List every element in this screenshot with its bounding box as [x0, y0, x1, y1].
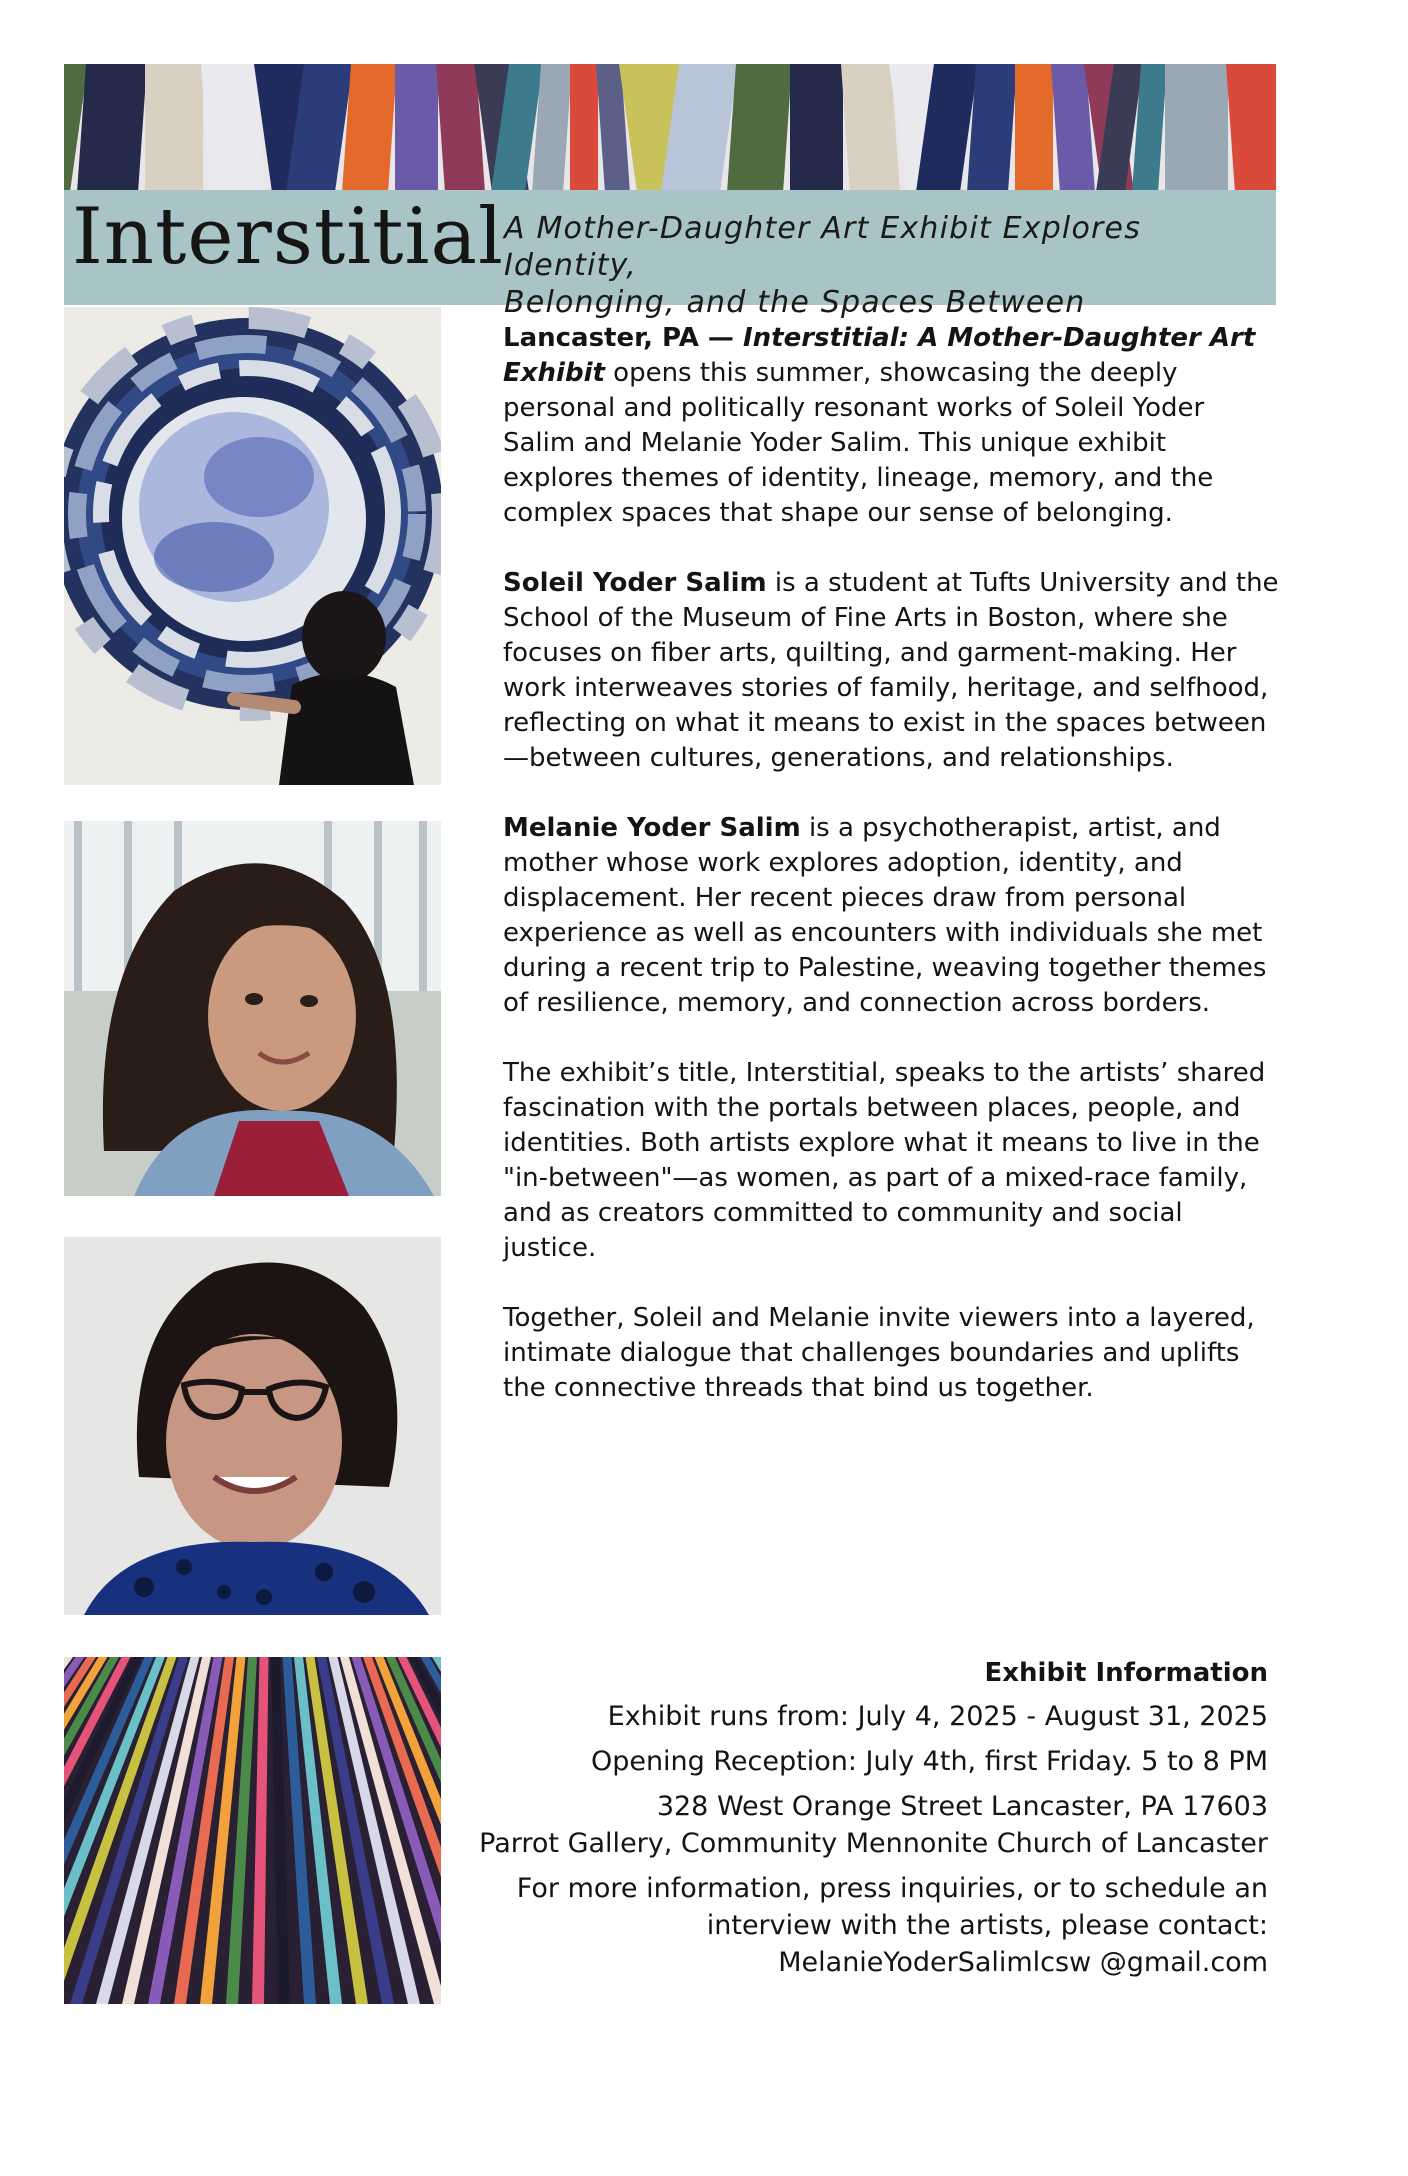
opening-reception: Opening Reception: July 4th, first Friday. 5 to 8 PM — [590, 1746, 1268, 1777]
exhibit-subtitle — [504, 210, 1274, 321]
contact-line-1: For more information, press inquiries, or to schedule an — [516, 1873, 1268, 1904]
contact-email[interactable]: MelanieYoderSalimlcsw @gmail.com — [778, 1947, 1268, 1978]
melanie-portrait-photo — [64, 1237, 441, 1615]
closing-paragraph: Together, Soleil and Melanie invite viewers into a layered, intimate dialogue that challenges boundaries and uplifts the connective threads that bind us together. — [503, 1303, 1255, 1403]
dateline: Lancaster, PA — — [503, 323, 743, 353]
contact-line-2: interview with the artists, please contact: — [706, 1910, 1268, 1941]
quilt-banner-image — [64, 64, 1276, 192]
exhibit-info-heading: Exhibit Information — [984, 1658, 1268, 1688]
subtitle-line-1: A Mother-Daughter Art Exhibit Explores Identity, — [504, 211, 1142, 283]
exhibit-dates: Exhibit runs from: July 4, 2025 - August 31, 2025 — [607, 1701, 1268, 1732]
circular-quilt-artwork-photo — [64, 307, 441, 785]
press-release-body — [503, 321, 1283, 1441]
intro-text: opens this summer, showcasing the deeply personal and politically resonant works of Soleil Yoder Salim and Melanie Yoder Salim. This unique exhibit explores themes of identity, lineage, memory, and the complex spaces that shape our sense of belonging. — [503, 358, 1214, 528]
soleil-paragraph — [503, 566, 1283, 776]
melanie-paragraph — [503, 811, 1283, 1021]
soleil-portrait-photo — [64, 821, 441, 1196]
strip-quilt-artwork-photo — [64, 1657, 441, 2004]
title-paragraph: The exhibit’s title, Interstitial, speaks to the artists’ shared fascination with the portals between places, people, and identities. Both artists explore what it means to live in the "in-between"—as women, as part of a mixed-race family, and as creators committed to community and social justice. — [503, 1058, 1266, 1263]
exhibit-information — [468, 1655, 1268, 1981]
venue-name: Parrot Gallery, Community Mennonite Church of Lancaster — [479, 1828, 1268, 1859]
venue-address: 328 West Orange Street Lancaster, PA 17603 — [656, 1791, 1268, 1822]
title-band — [64, 190, 1276, 320]
melanie-bio: is a psychotherapist, artist, and mother whose work explores adoption, identity, and displacement. Her recent pieces draw from personal experience as well as encounters with individuals she met during a recent trip to Palestine, weaving together themes of resilience, memory, and connection across borders. — [503, 813, 1267, 1018]
melanie-name: Melanie Yoder Salim — [503, 813, 801, 843]
soleil-bio: is a student at Tufts University and the School of the Museum of Fine Arts in Boston, where she focuses on fiber arts, quilting, and garment-making. Her work interweaves stories of family, heritage, and selfhood, reflecting on what it means to exist in the spaces between—between cultures, generations, and relationships. — [503, 568, 1279, 773]
soleil-name: Soleil Yoder Salim — [503, 568, 767, 598]
intro-paragraph — [503, 321, 1283, 531]
exhibit-name: Interstitial: A Mother-Daughter Art Exhibit — [503, 323, 1256, 388]
subtitle-line-2: Belonging, and the Spaces Between — [504, 285, 1086, 320]
exhibit-title: Interstitial — [72, 192, 504, 282]
